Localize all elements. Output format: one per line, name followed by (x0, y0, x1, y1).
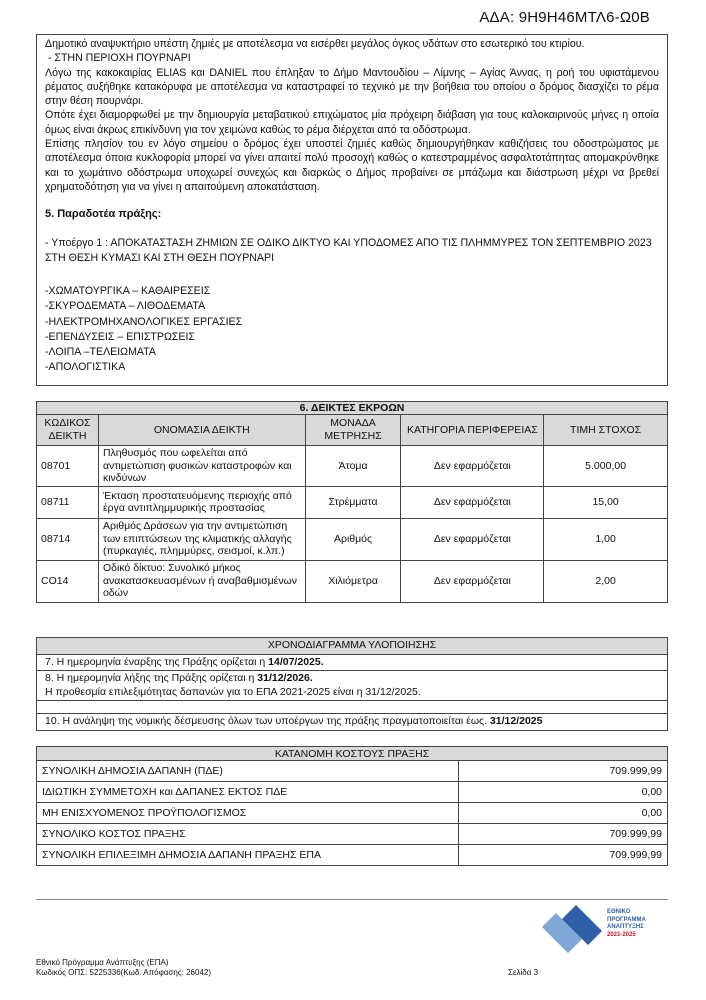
start-text: 7. Η ημερομηνία έναρξης της Πράξης ορίζεται η (45, 655, 269, 668)
column-header: ΚΩΔΙΚΟΣ ΔΕΙΚΤΗ (37, 415, 99, 446)
indicator-target: 15,00 (544, 486, 668, 518)
indicators-caption: 6. ΔΕΙΚΤΕΣ ΕΚΡΟΩΝ (37, 402, 668, 415)
commitment-row (37, 714, 668, 731)
indicator-unit: Στρέμματα (305, 486, 401, 518)
cost-caption: ΚΑΤΑΝΟΜΗ ΚΟΣΤΟΥΣ ΠΡΑΞΗΣ (37, 747, 668, 761)
indicator-name: Πληθυσμός που ωφελείται από αντιμετώπιση φυσικών καταστροφών και κινδύνων (98, 446, 305, 487)
end-date-row (37, 671, 668, 701)
page-number: Σελίδα 3 (508, 968, 539, 977)
table-row (37, 518, 668, 560)
indicator-category: Δεν εφαρμόζεται (401, 560, 544, 602)
cost-label: ΣΥΝΟΛΙΚΗ ΔΗΜΟΣΙΑ ΔΑΠΑΝΗ (ΠΔΕ) (37, 761, 459, 782)
indicator-category: Δεν εφαρμόζεται (401, 518, 544, 560)
list-item: -ΛΟΙΠΑ –ΤΕΛΕΙΩΜΑΤΑ (45, 346, 156, 359)
indicator-name: Αριθμός Δράσεων για την αντιμετώπιση των επιπτώσεων της κλιματικής αλλαγής (πυρκαγιές, πλημμύρες, σεισμοί, κ.λπ.) (98, 518, 305, 560)
cost-value: 709.999,99 (459, 761, 668, 782)
indicator-unit: Χιλιόμετρα (305, 560, 401, 602)
indicator-code: 08701 (37, 446, 99, 487)
indicator-code: CO14 (37, 560, 99, 602)
logo-line: ΕΘΝΙΚΟ (607, 909, 631, 915)
table-row (37, 446, 668, 487)
deliverables-title: 5. Παραδοτέα πράξης: (45, 208, 162, 221)
paragraph: Δημοτικό αναψυκτήριο υπέστη ζημιές με αποτέλεσμα να εισέρθει μεγάλος όγκος υδάτων στο εσωτερικό του κτιρίου. (45, 38, 585, 50)
table-row (37, 803, 668, 824)
start-date-row (37, 654, 668, 671)
list-item: -ΗΛΕΚΤΡΟΜΗΧΑΝΟΛΟΓΙΚΕΣ ΕΡΓΑΣΙΕΣ (45, 315, 243, 328)
cost-value: 0,00 (459, 782, 668, 803)
cost-label: ΣΥΝΟΛΙΚΗ ΕΠΙΛΕΞΙΜΗ ΔΗΜΟΣΙΑ ΔΑΠΑΝΗ ΠΡΑΞΗΣ ΕΠΑ (37, 845, 459, 866)
program-logo-icon (540, 905, 668, 957)
paragraph: Επίσης πλησίον του εν λόγο σημείου ο δρόμος έχει υποστεί ζημιές καθώς δημιουργήθηκαν καθιζήσεις του οδοστρώματος με αποτέλεσμα όποια κυκλοφορία μπορεί να γίνει απαιτεί πολύ προσοχή καθώς ο κατεστραμμένος ασφαλτοτάπητας απομακρύνθηκε και το χωμάτινο οδόστρωμα υποχωρεί συνεχώς και διαρκώς ο Δήμος προβαίνει σε μπάζωμα και διάστρωση μέχρι να βρεθεί χρηματοδότηση για να γίνει η απαιτούμενη αποκατάσταση. (45, 138, 659, 193)
list-item: -ΣΚΥΡΟΔΕΜΑΤΑ – ΛΙΘΟΔΕΜΑΤΑ (45, 300, 206, 313)
cost-label: ΣΥΝΟΛΙΚΟ ΚΟΣΤΟΣ ΠΡΑΞΗΣ (37, 824, 459, 845)
logo-years: 2021-2025 (607, 931, 636, 938)
indicator-name: Οδικό δίκτυο: Συνολικό μήκος ανακατασκευασμένων ή αναβαθμισμένων οδών (98, 560, 305, 602)
table-row (37, 761, 668, 782)
footer-line: Κωδικός ΟΠΣ: 5225336(Κωδ. Απόφασης: 26042) (36, 968, 211, 977)
commit-text: 10. Η ανάληψη της νομικής δέσμευσης όλων των υποέργων της πράξης πραγματοποιείται έως. (45, 715, 490, 727)
list-item: -ΑΠΟΛΟΓΙΣΤΙΚΑ (45, 361, 126, 374)
end-text: 8. Η ημερομηνία λήξης της Πράξης ορίζεται η (45, 672, 258, 684)
deliverables-list (45, 284, 659, 375)
subproject-text: - Υποέργο 1 : ΑΠΟΚΑΤΑΣΤΑΣΗ ΖΗΜΙΩΝ ΣΕ ΟΔΙΚΟ ΔΙΚΤΥΟ ΚΑΙ ΥΠΟΔΟΜΕΣ ΑΠΟ ΤΙΣ ΠΛΗΜΜΥΡΕΣ ΤΟΝ ΣΕΠΤΕΜΒΡΙΟ 2023 ΣΤΗ ΘΕΣΗ ΚΥΜΑΣΙ ΚΑΙ ΣΤΗ ΘΕΣΗ ΠΟΥΡΝΑΡΙ (45, 237, 652, 265)
indicator-code: 08711 (37, 486, 99, 518)
indicator-target: 2,00 (544, 560, 668, 602)
column-header: ΚΑΤΗΓΟΡΙΑ ΠΕΡΙΦΕΡΕΙΑΣ (401, 415, 544, 446)
list-item: -ΧΩΜΑΤΟΥΡΓΙΚΑ – ΚΑΘΑΙΡΕΣΕΙΣ (45, 285, 211, 298)
description-section (36, 34, 668, 386)
deadline-text: Η προθεσμία επιλεξιμότητας δαπανών για το ΕΠΑ 2021-2025 είναι η 31/12/2025. (45, 685, 421, 698)
indicator-unit: Αριθμός (305, 518, 401, 560)
schedule-table (36, 637, 668, 731)
paragraph: Οπότε έχει διαμορφωθεί με την δημιουργία μεταβατικού επιχώματος μία πρόχειρη διάβαση για τους καλοκαιρινούς μήνες η οποία όμως είναι άκρως επικίνδυνη για τον χειμώνα καθώς το ρέμα διέρχεται από τα οδόστρωμα. (45, 109, 659, 136)
footer-divider (36, 899, 668, 900)
schedule-caption: ΧΡΟΝΟΔΙΑΓΡΑΜΜΑ ΥΛΟΠΟΙΗΣΗΣ (37, 638, 668, 655)
logo-line: ΠΡΟΓΡΑΜΜΑ (607, 916, 646, 923)
table-row (37, 824, 668, 845)
ada-code: ΑΔΑ: 9Η9Η46ΜΤΛ6-Ω0Β (479, 9, 650, 26)
indicators-table (36, 401, 668, 603)
cost-label: ΜΗ ΕΝΙΣΧΥΟΜΕΝΟΣ ΠΡΟΫΠΟΛΟΓΙΣΜΟΣ (37, 803, 459, 824)
indicator-category: Δεν εφαρμόζεται (401, 486, 544, 518)
logo-text (607, 909, 646, 939)
table-row (37, 560, 668, 602)
blank-row (37, 701, 668, 714)
table-row (37, 782, 668, 803)
start-date: 14/07/2025. (268, 655, 324, 668)
commit-date: 31/12/2025 (489, 715, 543, 727)
cost-value: 0,00 (459, 803, 668, 824)
paragraph: Λόγω της κακοκαιρίας ELIAS και DANIEL που έπληξαν το Δήμο Μαντουδίου – Λίμνης – Αγίας Άννας, η ροή του υφιστάμενου ρέματος αυξήθηκε κατακόρυφα με αποτέλεσμα να καταστραφεί το τεχνικό με την βοήθεια του οποίου ο δρόμος διασχίζει το ρέμα στην θέση πουρνάρι. (45, 66, 659, 108)
column-header: ΟΝΟΜΑΣΙΑ ΔΕΙΚΤΗ (98, 415, 305, 446)
column-header: ΜΟΝΑΔΑ ΜΕΤΡΗΣΗΣ (305, 415, 401, 446)
table-row (37, 845, 668, 866)
column-header: ΤΙΜΗ ΣΤΟΧΟΣ (544, 415, 668, 446)
indicator-unit: Άτομα (305, 446, 401, 487)
list-item: -ΕΠΕΝΔΥΣΕΙΣ – ΕΠΙΣΤΡΩΣΕΙΣ (45, 330, 195, 343)
footer-info (36, 958, 211, 978)
logo-line: ΑΝΑΠΤΥΞΗΣ (607, 924, 644, 931)
indicator-target: 1,00 (544, 518, 668, 560)
cost-label: ΙΔΙΩΤΙΚΗ ΣΥΜΜΕΤΟΧΗ και ΔΑΠΑΝΕΣ ΕΚΤΟΣ ΠΔΕ (37, 782, 459, 803)
cost-value: 709.999,99 (459, 845, 668, 866)
indicator-code: 08714 (37, 518, 99, 560)
end-date: 31/12/2026. (257, 672, 313, 684)
table-row (37, 486, 668, 518)
indicator-category: Δεν εφαρμόζεται (401, 446, 544, 487)
footer-line: Εθνικό Πρόγραμμα Ανάπτυξης (ΕΠΑ) (36, 958, 169, 967)
cost-value: 709.999,99 (459, 824, 668, 845)
paragraph: - ΣΤΗΝ ΠΕΡΙΟΧΗ ΠΟΥΡΝΑΡΙ (45, 52, 191, 65)
cost-table (36, 746, 668, 866)
indicator-target: 5.000,00 (544, 446, 668, 487)
indicator-name: Έκταση προστατευόμενης περιοχής από έργα αντιπλημμυρικής προστασίας (98, 486, 305, 518)
